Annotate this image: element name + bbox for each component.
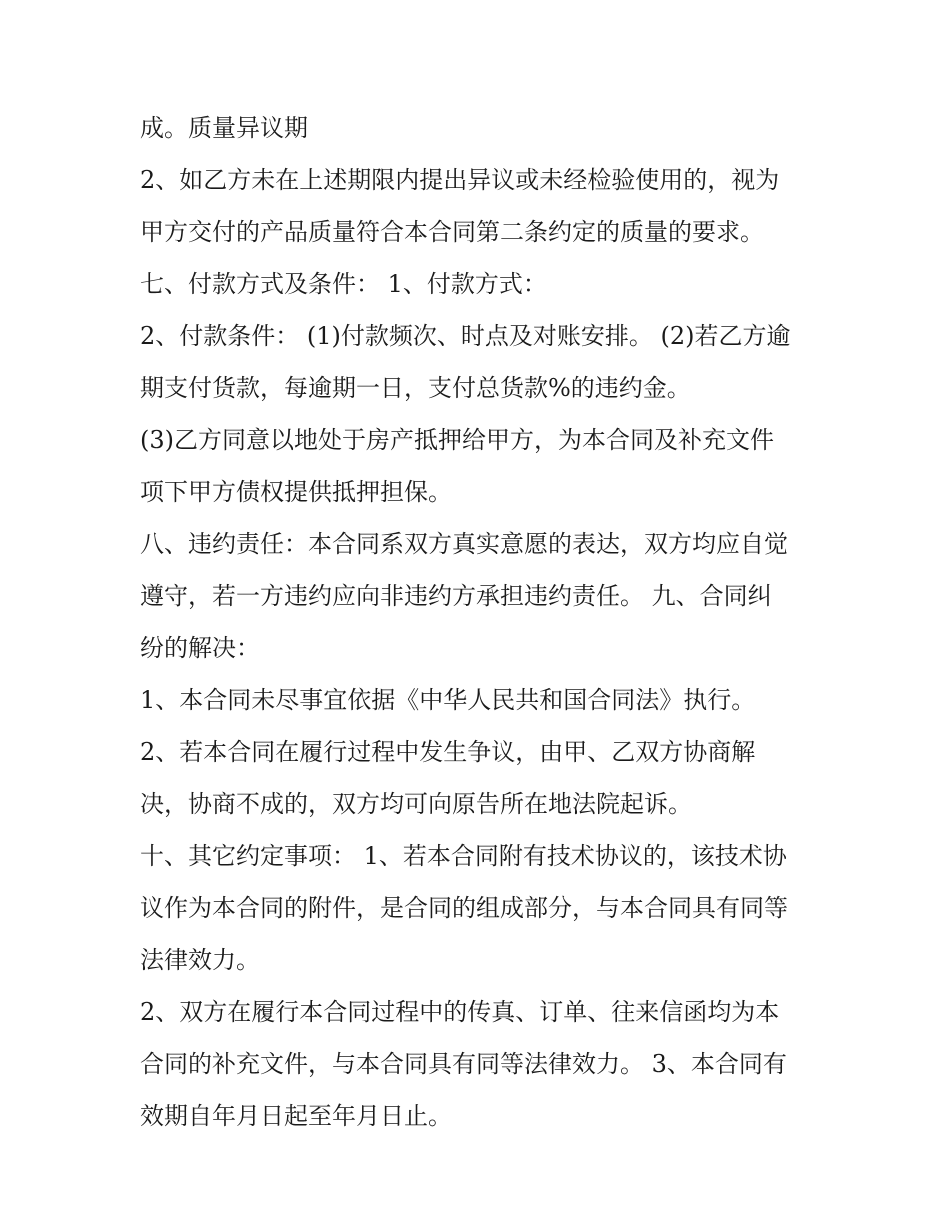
- text-line: 纷的解决：: [140, 634, 260, 662]
- text-line: 2、若本合同在履行过程中发生争议，由甲、乙双方协商解: [140, 738, 756, 766]
- text-line: 项下甲方债权提供抵押担保。: [140, 478, 452, 506]
- text-line: 合同的补充文件，与本合同具有同等法律效力。 3、本合同有: [140, 1050, 787, 1078]
- text-line: 十、其它约定事项： 1、若本合同附有技术协议的，该技术协: [140, 842, 787, 870]
- text-line: 决，协商不成的，双方均可向原告所在地法院起诉。: [140, 790, 692, 818]
- text-line: 期支付货款，每逾期一日，支付总货款%的违约金。: [140, 374, 691, 402]
- text-line: 1、本合同未尽事宜依据《中华人民共和国合同法》执行。: [140, 686, 756, 714]
- text-line: 八、违约责任：本合同系双方真实意愿的表达，双方均应自觉: [140, 530, 788, 558]
- text-line: 2、双方在履行本合同过程中的传真、订单、往来信函均为本: [140, 998, 780, 1026]
- text-line: 2、如乙方未在上述期限内提出异议或未经检验使用的，视为: [140, 166, 780, 194]
- text-line: 议作为本合同的附件，是合同的组成部分，与本合同具有同等: [140, 894, 788, 922]
- text-line: 法律效力。: [140, 946, 260, 974]
- text-line: 效期自年月日起至年月日止。: [140, 1102, 452, 1130]
- text-line: 七、付款方式及条件： 1、付款方式：: [140, 270, 547, 298]
- text-line: 2、付款条件： (1)付款频次、时点及对账安排。 (2)若乙方逾: [140, 322, 791, 350]
- text-line: 成。质量异议期: [140, 114, 308, 142]
- text-line: (3)乙方同意以地处于房产抵押给甲方，为本合同及补充文件: [140, 426, 774, 454]
- text-line: 遵守，若一方违约应向非违约方承担违约责任。 九、合同纠: [140, 582, 772, 610]
- text-line: 甲方交付的产品质量符合本合同第二条约定的质量的要求。: [140, 218, 764, 246]
